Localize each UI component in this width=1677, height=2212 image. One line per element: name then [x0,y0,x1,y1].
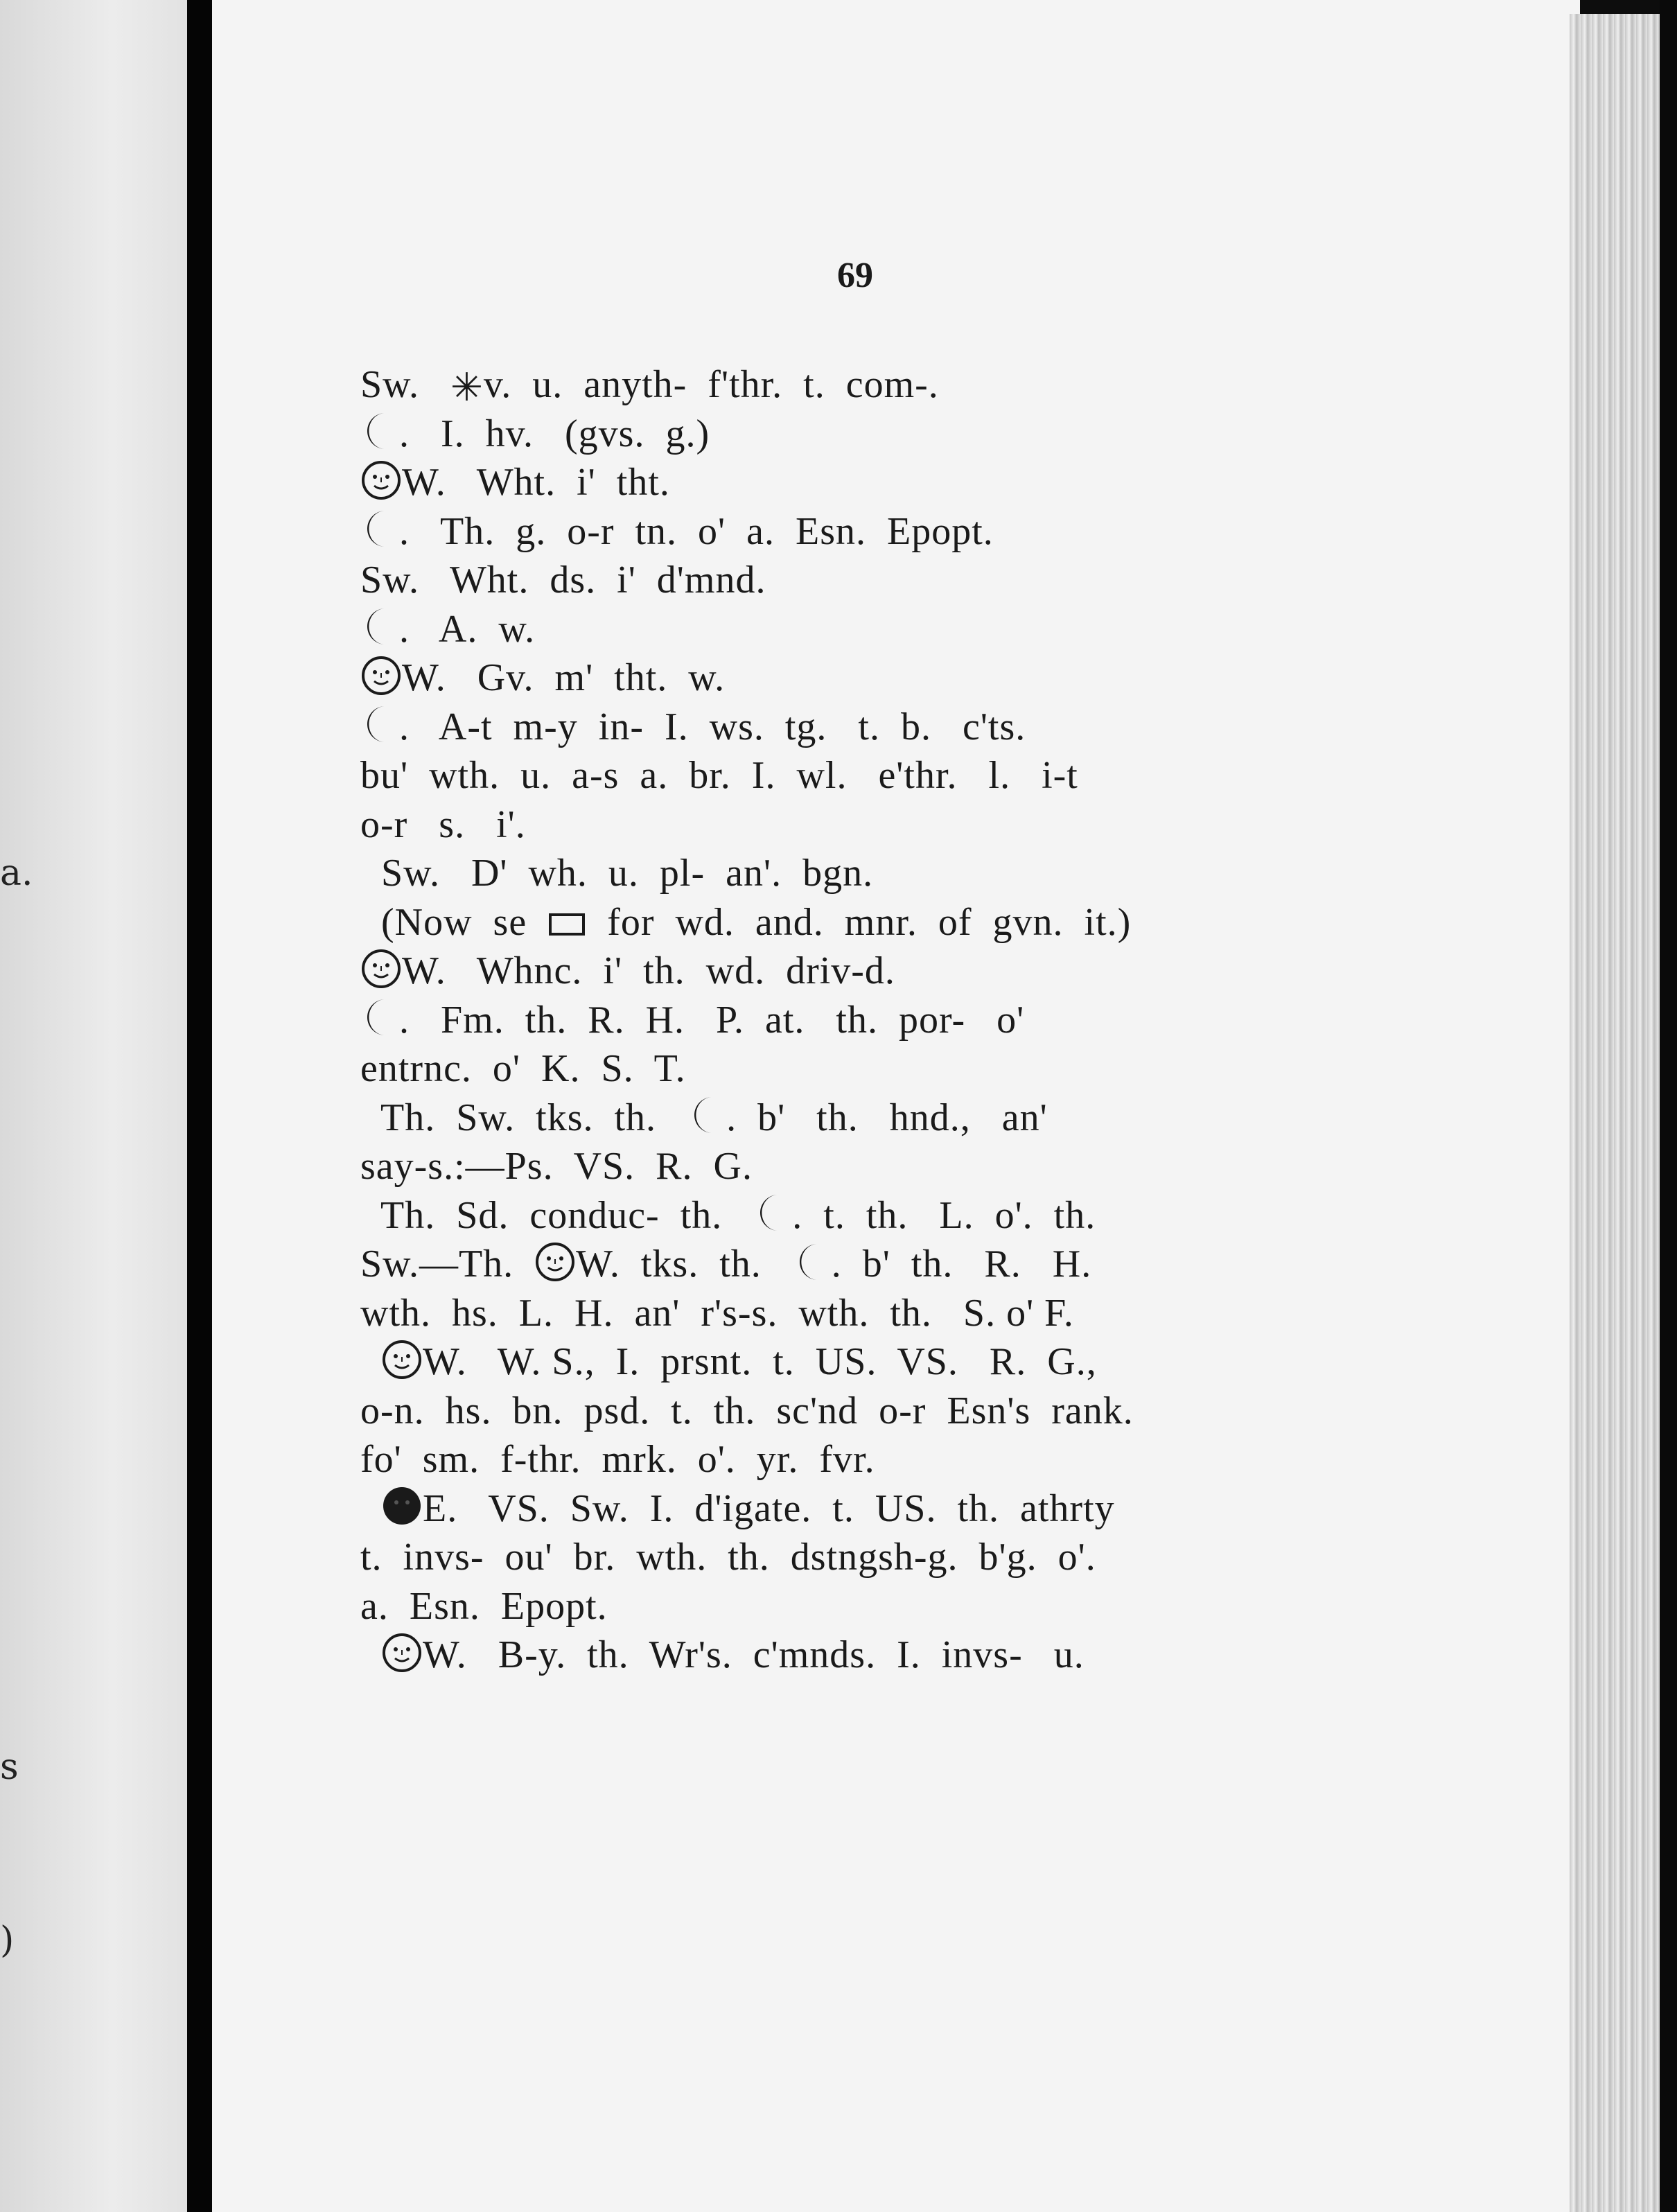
scan-edge [1660,0,1677,2212]
crescent-moon-icon [793,1241,832,1294]
sun-face-icon [360,459,402,513]
left-facing-page [0,0,187,2212]
text-segment: Sw.—Th. [360,1243,535,1285]
text-segment: Sw. Wht. ds. i' d'mnd. [360,559,766,602]
text-segment: W. Wht. i' tht. [402,461,670,504]
text-segment: for wd. and. mnr. of gvn. it.) [586,900,1132,944]
text-line [360,1484,1115,1539]
crescent-moon-icon [360,410,399,464]
crescent-moon-icon [360,703,399,757]
text-segment: W. W. S., I. prsnt. t. US. VS. R. G., [423,1340,1097,1383]
text-line [360,1387,1134,1435]
text-line [360,556,766,604]
text-line [360,507,994,562]
text-segment: . Fm. th. R. H. P. at. th. por- o' [399,998,1025,1042]
text-line [360,1337,1097,1392]
text-segment: E. VS. Sw. I. d'igate. t. US. th. athrty [423,1486,1115,1530]
text-segment: Sw. D' wh. u. pl- an'. bgn. [360,852,874,895]
text-segment: . t. th. L. o'. th. [792,1193,1096,1237]
text-segment: . b' th. R. H. [831,1243,1092,1285]
text-segment: . b' th. hnd., an' [726,1096,1048,1139]
text-line [360,1094,1048,1148]
text-line [360,1533,1096,1581]
text-segment: . A. w. [399,607,536,651]
crescent-moon-icon [360,508,399,561]
text-segment [360,1340,381,1383]
sun-face-icon [360,948,402,1001]
text-segment: o-n. hs. bn. psd. t. th. sc'nd o-r Esn's rank. [360,1389,1134,1432]
text-line [360,1142,753,1191]
text-segment: . A-t m-y in- I. ws. tg. t. b. c'ts. [399,705,1026,748]
text-line [360,1582,608,1631]
sun-face-icon [534,1241,576,1294]
left-page-fragment: s [0,1746,19,1788]
text-segment: W. B-y. th. Wr's. c'mnds. I. invs- u. [423,1633,1085,1676]
dark-sun-icon [381,1485,423,1538]
crescent-moon-icon [360,997,399,1050]
text-line [360,1240,1091,1294]
text-segment: . I. hv. (gvs. g.) [399,412,710,455]
text-segment: a. Esn. Epopt. [360,1584,608,1628]
text-segment: v. u. anyth- f'thr. t. com-. [483,363,939,406]
text-segment: Th. Sw. tks. th. [360,1096,688,1139]
crescent-moon-icon [753,1192,792,1245]
text-segment: o-r s. i'. [360,802,526,846]
sun-face-icon [381,1339,423,1392]
text-segment: Sw. [360,363,450,406]
text-line [360,996,1024,1051]
text-line [360,1435,875,1484]
text-line [360,947,895,1001]
text-segment: Th. Sd. conduc- th. [360,1193,754,1237]
text-line [360,1044,686,1093]
page-edges [1570,14,1660,2212]
text-segment: W. Whnc. i' th. wd. driv-d. [402,949,895,992]
text-segment: say-s.:—Ps. VS. R. G. [360,1145,753,1188]
text-line [360,458,670,513]
left-page-fragment: a. [0,852,33,894]
text-segment: . Th. g. o-r tn. o' a. Esn. Epopt. [399,509,994,553]
text-line [360,898,1131,950]
text-line [360,653,725,708]
text-line [360,1631,1085,1685]
text-segment: bu' wth. u. a-s a. br. I. wl. e'thr. l. i-t [360,754,1078,797]
page-number: 69 [837,256,873,295]
text-line [360,703,1026,757]
text-segment: W. tks. th. [576,1243,793,1285]
text-line [360,605,535,660]
text-line [360,849,873,897]
text-segment: entrnc. o' K. S. T. [360,1047,686,1090]
text-segment: W. Gv. m' tht. w. [402,656,726,699]
sun-face-icon [360,655,402,708]
text-line [360,1289,1074,1337]
crescent-moon-icon [687,1094,726,1148]
text-segment: fo' sm. f-thr. mrk. o'. yr. fvr. [360,1438,875,1481]
text-line [360,800,526,849]
aries-sign: ✳ [450,367,484,410]
text-segment [360,1633,381,1676]
crescent-moon-icon [360,606,399,659]
text-segment: (Now se [360,900,548,944]
text-line [360,751,1078,800]
sun-face-icon [381,1632,423,1685]
oblong-square-icon [547,902,586,950]
left-page-fragment: ) [0,1920,15,1961]
text-line [360,360,939,412]
book-gutter [187,0,212,2212]
text-line [360,1191,1096,1246]
text-segment: wth. hs. L. H. an' r's-s. wth. th. S. o' F. [360,1291,1074,1335]
text-line [360,410,710,464]
text-segment: t. invs- ou' br. wth. th. dstngsh-g. b'g. o'. [360,1536,1096,1579]
text-segment [360,1487,381,1530]
